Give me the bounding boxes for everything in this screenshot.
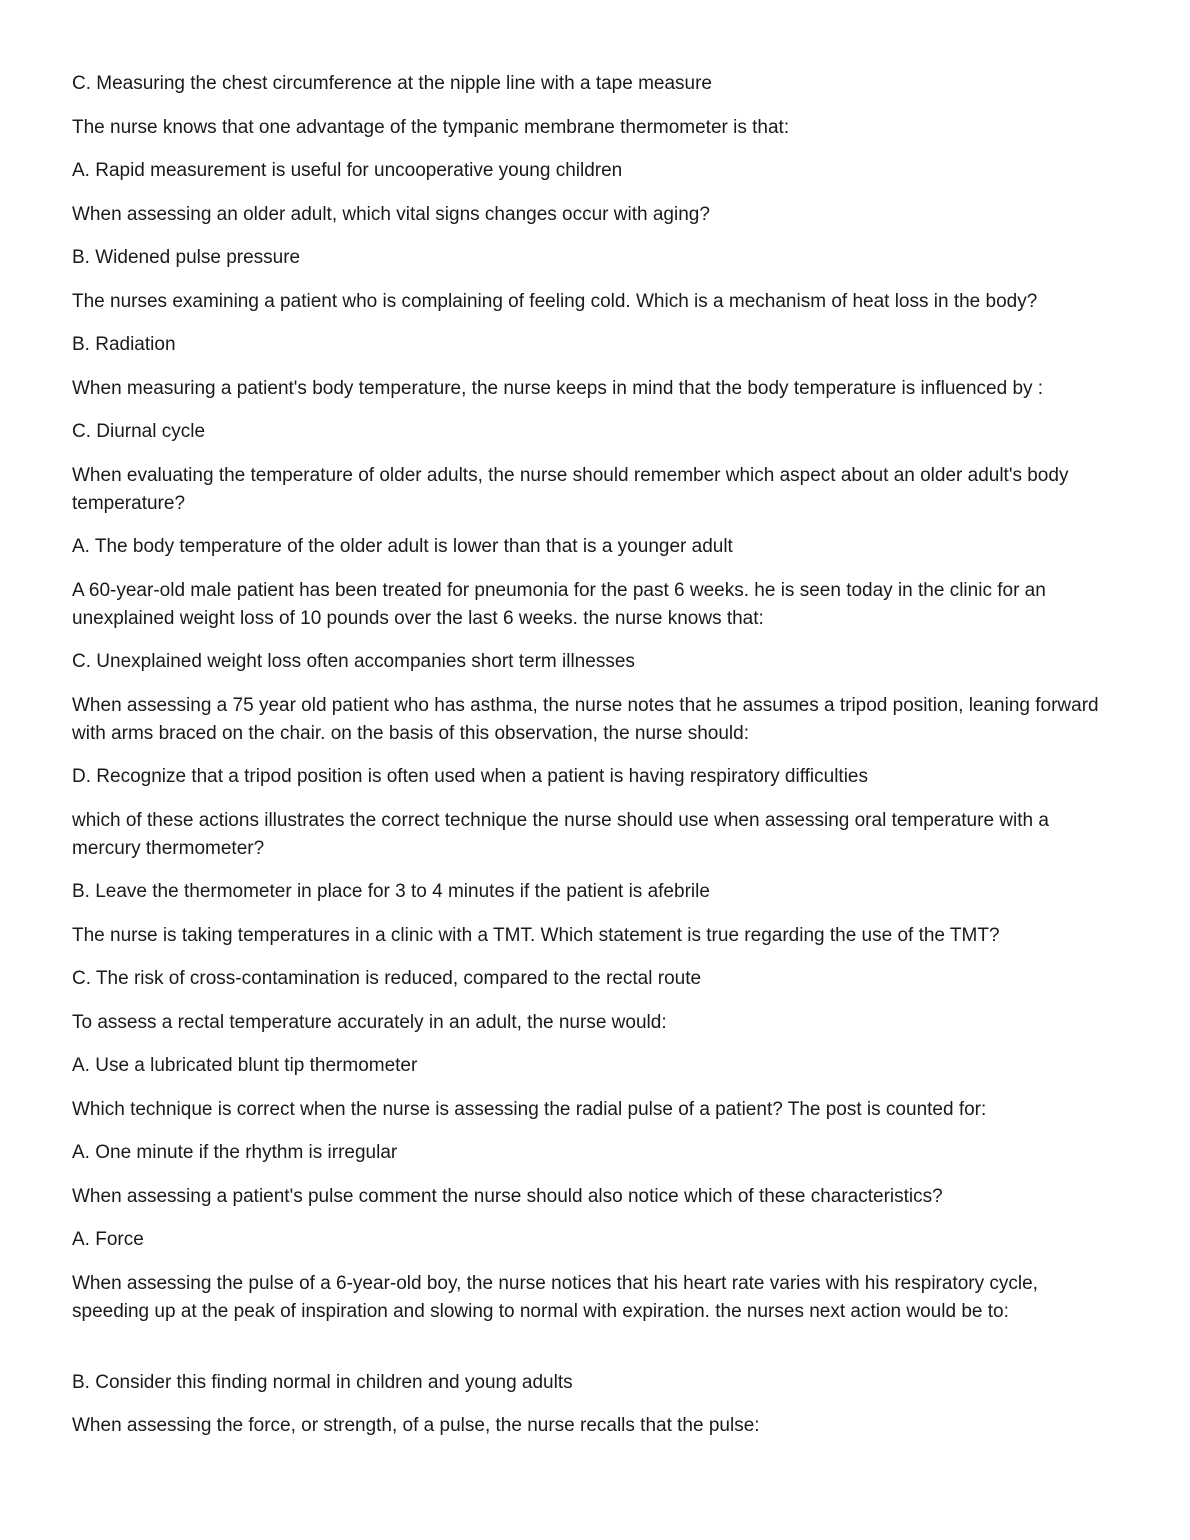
answer-line: A. Use a lubricated blunt tip thermometer — [72, 1055, 418, 1076]
question-line: The nurse knows that one advantage of the tympanic membrane thermometer is that: — [72, 116, 790, 138]
answer-line: B. Widened pulse pressure — [72, 247, 301, 268]
question-line: A 60-year-old male patient has been treated for pneumonia for the past 6 weeks. he is seen today in the clinic for an unexplained weight loss of 10 pounds over the last 6 weeks. the nurse knows that: — [72, 579, 1046, 629]
answer-line: A. Force — [72, 1229, 144, 1250]
answer-line: C. Diurnal cycle — [72, 421, 206, 442]
question-line: When assessing an older adult, which vital signs changes occur with aging? — [72, 203, 710, 225]
answer-line: B. Consider this finding normal in children and young adults — [72, 1371, 573, 1393]
question-line: The nurse is taking temperatures in a clinic with a TMT. Which statement is true regarding the use of the TMT? — [72, 924, 1000, 946]
question-line: The nurses examining a patient who is complaining of feeling cold. Which is a mechanism of heat loss in the body? — [72, 290, 1038, 312]
answer-line: A. One minute if the rhythm is irregular — [72, 1142, 398, 1163]
question-line: which of these actions illustrates the correct technique the nurse should use when assessing oral temperature with a mercury thermometer? — [72, 809, 1049, 859]
answer-line: A. The body temperature of the older adult is lower than that is a younger adult — [72, 536, 733, 557]
answer-line: C. Measuring the chest circumference at the nipple line with a tape measure — [72, 73, 712, 94]
question-line: Which technique is correct when the nurse is assessing the radial pulse of a patient? The post is counted for: — [72, 1098, 987, 1120]
answer-line: B. Radiation — [72, 334, 176, 355]
question-line: When assessing the force, or strength, of a pulse, the nurse recalls that the pulse: — [72, 1415, 760, 1436]
answer-line: B. Leave the thermometer in place for 3 to 4 minutes if the patient is afebrile — [72, 881, 710, 902]
answer-line: D. Recognize that a tripod position is often used when a patient is having respiratory difficulties — [72, 766, 868, 787]
question-line: When assessing a 75 year old patient who has asthma, the nurse notes that he assumes a tripod position, leaning forward with arms braced on the chair. on the basis of this observation, the nurse should: — [72, 694, 1099, 744]
question-line: When assessing the pulse of a 6-year-old boy, the nurse notices that his heart rate varies with his respiratory cycle, speeding up at the peak of inspiration and slowing to normal with expiration. the nurses next action would be to: — [72, 1272, 1038, 1322]
question-line: When measuring a patient's body temperature, the nurse keeps in mind that the body temperature is influenced by : — [72, 377, 1044, 399]
answer-line: C. Unexplained weight loss often accompanies short term illnesses — [72, 651, 635, 672]
question-line: When assessing a patient's pulse comment the nurse should also notice which of these characteristics? — [72, 1185, 943, 1207]
question-line: When evaluating the temperature of older adults, the nurse should remember which aspect about an older adult's body temperature? — [72, 464, 1069, 514]
answer-line: A. Rapid measurement is useful for uncooperative young children — [72, 160, 623, 181]
answer-line: C. The risk of cross-contamination is reduced, compared to the rectal route — [72, 968, 702, 989]
document-page — [72, 70, 1118, 1456]
question-line: To assess a rectal temperature accurately in an adult, the nurse would: — [72, 1011, 667, 1033]
